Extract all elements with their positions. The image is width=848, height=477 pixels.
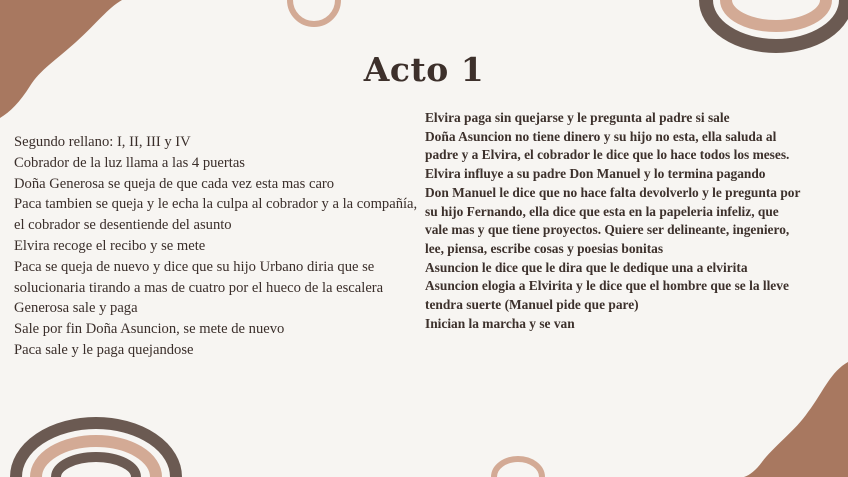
bottom-ring	[494, 459, 542, 477]
left-line: Paca se queja de nuevo y dice que su hijo Urbano diria que se solucionaria tirando a mas de cuatro por el hueco de la escalera	[14, 258, 384, 296]
left-line: Doña Generosa se queja de que cada vez esta mas caro	[14, 175, 335, 192]
left-line: Paca sale y le paga quejandose	[14, 341, 194, 358]
top-ring	[290, 0, 338, 24]
left-line: Sale por fin Doña Asuncion, se mete de nuevo	[14, 321, 285, 338]
right-column-text	[425, 109, 805, 333]
right-line: Doña Asuncion no tiene dinero y su hijo no esta, ella saluda al padre y a Elvira, el cobrador le dice que lo hace todos los meses. Elvira influye a su padre Don Manuel y lo termina pagando	[425, 128, 790, 182]
right-line: Don Manuel le dice que no hace falta devolverlo y le pregunta por su hijo Fernando, ella dice que esta en la papeleria infeliz, que vale mas y que tiene proyectos. Quiere ser delineante, ingeniero, lee, piensa, escribe cosas y poesias bonitas	[425, 184, 801, 256]
top-right-arc-light	[726, 0, 826, 26]
right-line: Asuncion le dice que le dira que le dedique una a elvirita	[425, 259, 748, 275]
bottom-left-arc-dark-inner	[56, 457, 136, 477]
slide-title: Acto 1	[363, 50, 485, 89]
left-line: Elvira recoge el recibo y se mete	[14, 237, 206, 254]
left-line: Segundo rellano: I, II, III y IV	[14, 134, 191, 150]
left-column-text	[14, 132, 419, 361]
left-line: Generosa sale y paga	[14, 300, 138, 317]
right-line: Elvira paga sin quejarse y le pregunta al padre si sale	[425, 110, 730, 125]
right-line: Asuncion elogia a Elvirita y le dice que el hombre que se la lleve tendra suerte (Manuel pide que pare)	[425, 278, 789, 313]
left-line: Paca tambien se queja y le echa la culpa al cobrador y a la compañía, el cobrador se desentiende del asunto	[14, 196, 418, 234]
right-line: Inician la marcha y se van	[425, 315, 575, 331]
left-line: Cobrador de la luz llama a las 4 puertas	[14, 154, 245, 171]
bottom-right-blob	[744, 362, 848, 477]
